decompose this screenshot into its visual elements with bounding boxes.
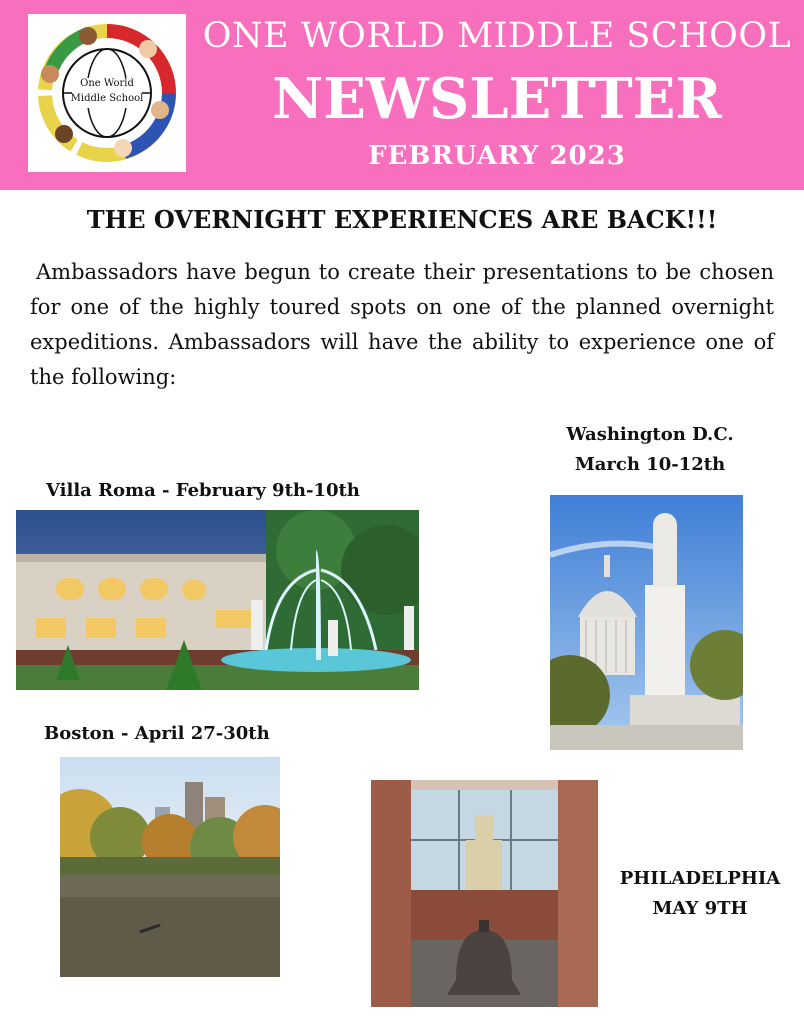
washington-caption-line2: March 10-12th <box>574 454 726 475</box>
philadelphia-caption-line2: MAY 9TH <box>652 898 748 919</box>
philadelphia-caption-line1: PHILADELPHIA <box>619 868 781 889</box>
washington-caption-line1: Washington D.C. <box>566 424 734 445</box>
logo-text-line1: One World <box>80 78 134 89</box>
school-name: ONE WORLD MIDDLE SCHOOL <box>202 16 792 56</box>
article-headline: THE OVERNIGHT EXPERIENCES ARE BACK!!! <box>86 205 718 234</box>
logo-text-line2: Middle School <box>70 93 144 104</box>
villa-roma-caption: Villa Roma - February 9th-10th <box>46 480 360 501</box>
washington-photo <box>550 495 743 750</box>
school-logo <box>28 14 186 172</box>
philadelphia-caption <box>612 864 788 924</box>
boston-photo <box>60 757 280 977</box>
newsletter-title: NEWSLETTER <box>272 66 722 132</box>
article-body: Ambassadors have begun to create their presentations to be chosen for one of the highly toured spots on one of the planned overnight expeditions. Ambassadors will have the ability to experience one of the following: <box>30 260 774 389</box>
boston-caption: Boston - April 27-30th <box>44 723 270 744</box>
villa-roma-photo <box>16 510 419 690</box>
newsletter-date: FEBRUARY 2023 <box>368 141 626 171</box>
washington-caption <box>540 420 760 480</box>
newsletter-header <box>0 0 804 190</box>
philadelphia-photo <box>371 780 598 1007</box>
